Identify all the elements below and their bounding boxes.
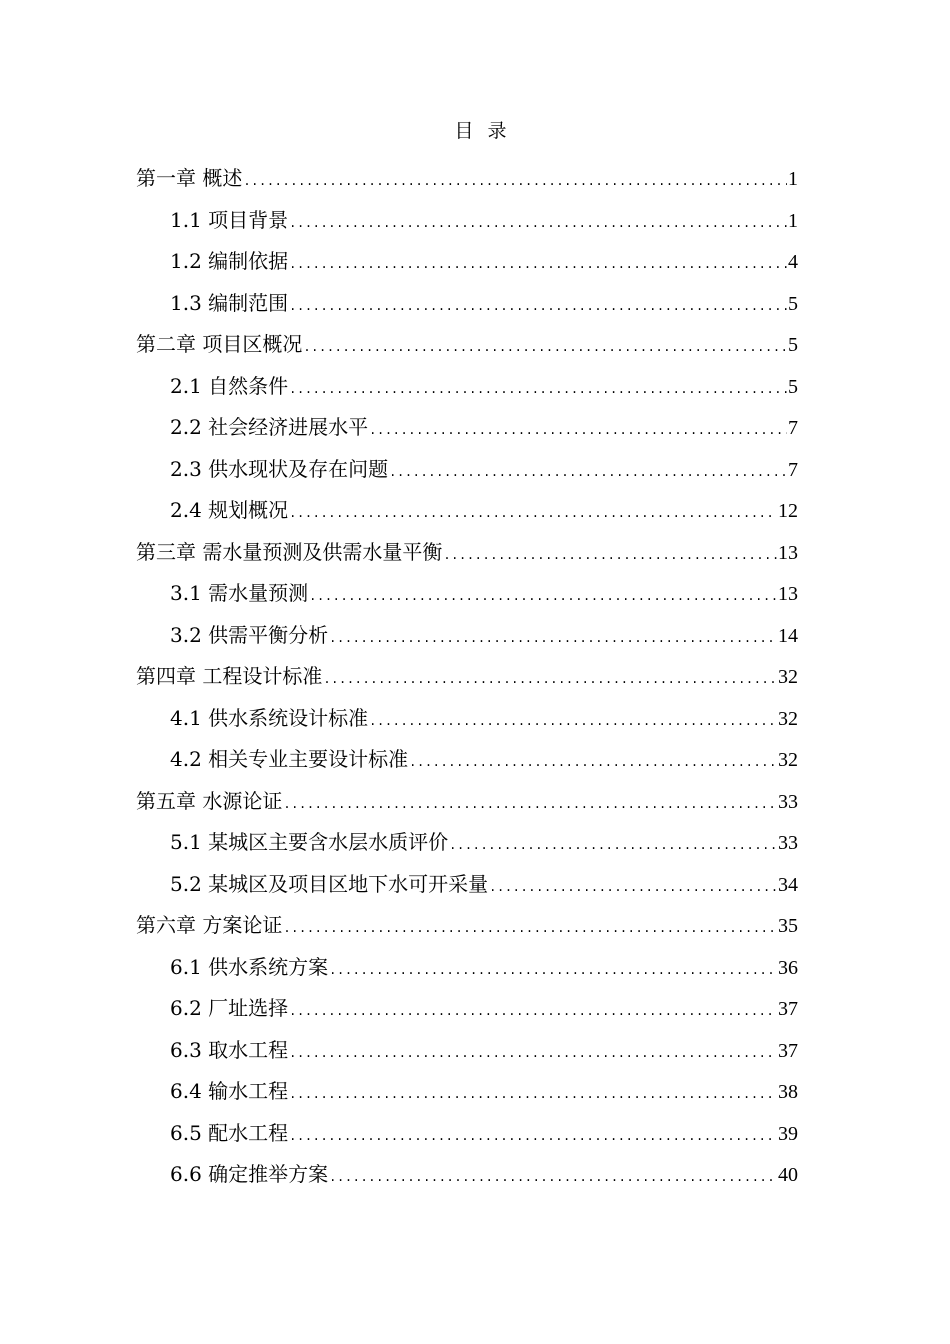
toc-dot-leader bbox=[449, 825, 777, 867]
toc-entry[interactable] bbox=[136, 822, 798, 864]
toc-dot-leader bbox=[303, 327, 787, 369]
toc-entry-label: 3.2 供需平衡分析 bbox=[170, 622, 329, 647]
toc-dot-leader bbox=[289, 1116, 777, 1158]
toc-entry-label: 5.2 某城区及项目区地下水可开采量 bbox=[170, 871, 489, 896]
toc-entry-label: 第六章 方案论证 bbox=[136, 913, 283, 937]
toc-entry-page-number: 13 bbox=[778, 583, 798, 605]
toc-entry-label: 第五章 水源论证 bbox=[136, 788, 283, 813]
toc-dot-leader bbox=[389, 452, 787, 494]
toc-entry-label: 1.2 编制依据 bbox=[170, 249, 289, 273]
toc-entry-label: 第四章 工程设计标准 bbox=[136, 664, 323, 688]
toc-entry-page-number: 4 bbox=[788, 251, 798, 273]
toc-dot-leader bbox=[289, 1074, 777, 1116]
toc-dot-leader bbox=[289, 244, 787, 286]
toc-dot-leader bbox=[409, 742, 777, 784]
toc-entry-page-number: 5 bbox=[788, 334, 798, 356]
toc-dot-leader bbox=[289, 991, 777, 1033]
table-of-contents bbox=[136, 158, 798, 1196]
toc-entry-page-number: 33 bbox=[778, 790, 798, 813]
toc-dot-leader bbox=[369, 410, 787, 452]
toc-entry-page-number: 1 bbox=[788, 209, 798, 232]
toc-entry[interactable] bbox=[136, 656, 798, 698]
toc-dot-leader bbox=[289, 203, 787, 245]
toc-entry-page-number: 32 bbox=[778, 749, 798, 771]
toc-entry[interactable] bbox=[136, 449, 798, 491]
toc-entry[interactable] bbox=[136, 739, 798, 781]
toc-entry-label: 第一章 概述 bbox=[136, 166, 243, 190]
toc-entry[interactable] bbox=[136, 324, 798, 366]
toc-entry-page-number: 5 bbox=[788, 375, 798, 398]
toc-entry-page-number: 12 bbox=[778, 500, 798, 522]
toc-entry[interactable] bbox=[136, 947, 798, 989]
toc-entry-label: 第三章 需水量预测及供需水量平衡 bbox=[136, 539, 443, 564]
toc-entry-label: 6.5 配水工程 bbox=[170, 1120, 289, 1145]
toc-entry[interactable] bbox=[136, 200, 798, 242]
toc-entry-page-number: 5 bbox=[788, 292, 798, 315]
toc-entry[interactable] bbox=[136, 573, 798, 615]
toc-entry-label: 2.3 供水现状及存在问题 bbox=[170, 456, 389, 481]
toc-entry-page-number: 1 bbox=[788, 168, 798, 190]
toc-entry-label: 6.6 确定推举方案 bbox=[170, 1162, 329, 1186]
toc-entry-label: 1.1 项目背景 bbox=[170, 207, 289, 232]
toc-entry[interactable] bbox=[136, 1030, 798, 1072]
toc-dot-leader bbox=[243, 161, 787, 203]
toc-dot-leader bbox=[289, 369, 787, 411]
toc-entry[interactable] bbox=[136, 864, 798, 906]
toc-entry-page-number: 38 bbox=[778, 1081, 798, 1103]
toc-dot-leader bbox=[323, 659, 777, 701]
toc-entry[interactable] bbox=[136, 366, 798, 408]
toc-entry[interactable] bbox=[136, 490, 798, 532]
toc-entry-page-number: 37 bbox=[778, 1039, 798, 1062]
toc-entry-page-number: 14 bbox=[778, 624, 798, 647]
toc-entry[interactable] bbox=[136, 615, 798, 657]
toc-dot-leader bbox=[329, 1157, 777, 1199]
toc-dot-leader bbox=[283, 784, 777, 826]
toc-dot-leader bbox=[289, 286, 787, 328]
toc-dot-leader bbox=[309, 576, 777, 618]
toc-entry-page-number: 39 bbox=[778, 1122, 798, 1145]
toc-title: 目录 bbox=[454, 120, 521, 142]
toc-dot-leader bbox=[289, 1033, 777, 1075]
toc-entry[interactable] bbox=[136, 407, 798, 449]
toc-entry[interactable] bbox=[136, 1113, 798, 1155]
toc-entry-page-number: 40 bbox=[778, 1164, 798, 1186]
toc-entry[interactable] bbox=[136, 1071, 798, 1113]
toc-entry-label: 3.1 需水量预测 bbox=[170, 581, 309, 605]
toc-entry-label: 5.1 某城区主要含水层水质评价 bbox=[170, 830, 449, 854]
toc-entry-page-number: 36 bbox=[778, 956, 798, 979]
toc-dot-leader bbox=[443, 535, 777, 577]
toc-entry-label: 2.1 自然条件 bbox=[170, 373, 289, 398]
toc-entry-page-number: 7 bbox=[788, 417, 798, 439]
toc-entry-label: 6.3 取水工程 bbox=[170, 1037, 289, 1062]
toc-entry[interactable] bbox=[136, 988, 798, 1030]
toc-entry-label: 1.3 编制范围 bbox=[170, 290, 289, 315]
toc-dot-leader bbox=[329, 950, 777, 992]
toc-entry-page-number: 13 bbox=[778, 541, 798, 564]
toc-entry-label: 4.2 相关专业主要设计标准 bbox=[170, 747, 409, 771]
toc-entry-label: 6.4 输水工程 bbox=[170, 1079, 289, 1103]
toc-dot-leader bbox=[283, 908, 777, 950]
toc-entry-page-number: 32 bbox=[778, 707, 798, 730]
toc-entry-page-number: 37 bbox=[778, 998, 798, 1020]
toc-entry-label: 2.2 社会经济进展水平 bbox=[170, 415, 369, 439]
toc-entry-page-number: 32 bbox=[778, 666, 798, 688]
toc-dot-leader bbox=[289, 493, 777, 535]
toc-entry[interactable] bbox=[136, 158, 798, 200]
toc-entry[interactable] bbox=[136, 283, 798, 325]
toc-entry-page-number: 34 bbox=[778, 873, 798, 896]
toc-entry[interactable] bbox=[136, 698, 798, 740]
toc-entry-label: 4.1 供水系统设计标准 bbox=[170, 705, 369, 730]
toc-entry[interactable] bbox=[136, 781, 798, 823]
toc-entry[interactable] bbox=[136, 241, 798, 283]
toc-entry-label: 6.2 厂址选择 bbox=[170, 996, 289, 1020]
toc-dot-leader bbox=[329, 618, 777, 660]
toc-entry[interactable] bbox=[136, 1154, 798, 1196]
toc-entry-label: 2.4 规划概况 bbox=[170, 498, 289, 522]
toc-entry-page-number: 33 bbox=[778, 832, 798, 854]
toc-entry[interactable] bbox=[136, 905, 798, 947]
toc-entry-label: 第二章 项目区概况 bbox=[136, 332, 303, 356]
toc-entry-page-number: 7 bbox=[788, 458, 798, 481]
toc-entry[interactable] bbox=[136, 532, 798, 574]
toc-entry-page-number: 35 bbox=[778, 915, 798, 937]
toc-entry-label: 6.1 供水系统方案 bbox=[170, 954, 329, 979]
toc-dot-leader bbox=[369, 701, 777, 743]
toc-dot-leader bbox=[489, 867, 777, 909]
